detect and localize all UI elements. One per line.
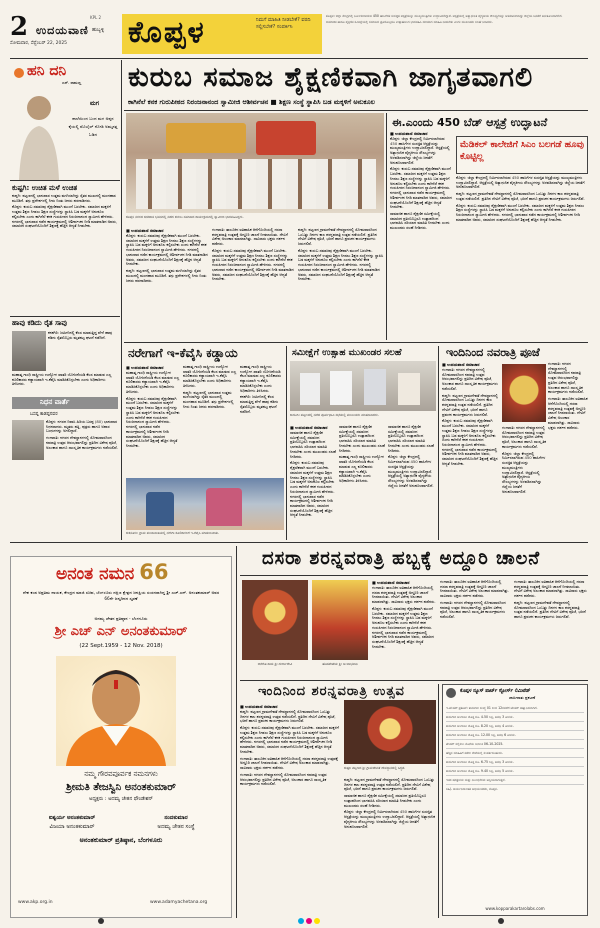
egov-photo-caption: ಕುಕನೂರು: ಗ್ರಾಮ ಪಂಚಾಯಿತಿಯಲ್ಲಿ ನರೇಗಾ ಕೂಲಿಕಾರರಿಗೆ ಇ-ಕೆವೈಸಿ ಮಾಡಲಾಯಿತು. [126, 531, 220, 535]
obit-photo [12, 420, 44, 460]
obit-body: ಕೊಪ್ಪಳ: ನಗರದ ನಿವಾಸಿ ಹಿರಿಯ ಬಸಪ್ಪ (80) ಭಾನುವಾರ ನಿಧನರಾದರು. ಮೃತರು ಪತ್ನಿ, ಪುತ್ರರು ಹಾಗೂ ಅಪಾರ ಬಂಧುಗಳನ್ನು ಅಗಲಿದ್ದಾರೆ. ಗಂಗಾವತಿ: ನಗರದ ದೇವಸ್ಥಾನಗಳಲ್ಲಿ ಸೋಮವಾರದಿಂದ ನವರಾತ್ರಿ ಉತ್ಸವ ಆರಂಭವಾಗಲಿದ್ದು ಪ್ರತಿದಿನ ವಿಶೇಷ ಪೂಜೆ, ಅಲಂಕಾರ ಹಾಗೂ ಸಾಂಸ್ಕೃತಿಕ ಕಾರ್ಯಕ್ರಮಗಳು ನಡೆಯಲಿವೆ. [46, 420, 118, 450]
egov-col-3: ಮಹಾತ್ಮ ಗಾಂಧಿ ರಾಷ್ಟ್ರೀಯ ಉದ್ಯೋಗ ಖಾತರಿ ಯೋಜನೆಯಡಿ ಕೆಲಸ ಮಾಡುವ ಎಲ್ಲ ಕೂಲಿಕಾರರು ಕಡ್ಡಾಯವಾಗಿ ಇ-ಕೆವೈಸಿ ಮಾಡಿಸಿಕೊಳ್ಳಬೇಕು ಎಂದು ಅಧಿಕಾರಿಗಳು ತಿಳಿಸಿದರು. ಕನಕಗಿರಿ: ಜಮೀನಿನಲ್ಲಿ ಕೆಲಸ ಮಾಡುತ್ತಿದ್ದ ವೇಳೆ ಹಾವು ಕಡಿದು ರೈತರೊಬ್ಬರು ಮೃತಪಟ್ಟ ಘಟನೆ ನಡೆದಿದೆ. [240, 365, 282, 414]
classified-item: ಕಾಮಗಾರಿ ಅಂದಾಜು ಮೊತ್ತ ರೂ. 12.00 ಲಕ್ಷ, ಅವಧಿ 6 ತಿಂಗಳು. [446, 731, 584, 740]
classified-item: ಕಾಮಗಾರಿ ಅಂದಾಜು ಮೊತ್ತ ರೂ. 6.75 ಲಕ್ಷ, ಅವಧಿ 3 ತಿಂಗಳು. [446, 758, 584, 767]
egov-col-1: ಮಹಾತ್ಮ ಗಾಂಧಿ ರಾಷ್ಟ್ರೀಯ ಉದ್ಯೋಗ ಖಾತರಿ ಯೋಜನೆಯಡಿ ಕೆಲಸ ಮಾಡುವ ಎಲ್ಲ ಕೂಲಿಕಾರರು ಕಡ್ಡಾಯವಾಗಿ ಇ-ಕೆವೈಸಿ ಮಾಡಿಸಿಕೊಳ್ಳಬೇಕು ಎಂದು ಅಧಿಕಾರಿಗಳು ತಿಳಿಸಿದರು. ಕೊಪ್ಪಳ: ಕುರುಬ ಸಮಾಜವು ಶೈಕ್ಷಣಿಕವಾಗಿ ಮುಂದೆ ಬರಬೇಕು. ಸಮಾಜದ ಮಕ್ಕಳಿಗೆ ಉತ್ತಮ ಶಿಕ್ಷಣ ನೀಡಲು ಶಿಕ್ಷಣ ಸಂಸ್ಥೆಗಳನ್ನು ಸ್ಥಾಪಿಸಿ ಬಡ ಮಕ್ಕಳಿಗೆ ಅನುಕೂಲ ಕಲ್ಪಿಸಬೇಕು ಎಂದು ಕಾಗಿನೆಲೆ ಕನಕ ಗುರುಪೀಠದ ನಿರಂಜನಾನಂದ ಸ್ವಾಮೀಜಿ ಹೇಳಿದರು. ನಗರದಲ್ಲಿ ಭಾನುವಾರ ನಡೆದ ಕಾರ್ಯಕ್ರಮದಲ್ಲಿ ಆಶೀರ್ವಚನ ನೀಡಿ ಮಾತನಾಡಿದ ಅವರು, ಸಮಾಜದ ಸಂಘಟನೆಯೊಂದಿಗೆ ಶಿಕ್ಷಣಕ್ಕೆ ಹೆಚ್ಚಿನ ಆದ್ಯತೆ ನೀಡಬೇಕು. [126, 371, 180, 449]
hospital-subheadline: ಮೆಡಿಕಲ್ ಕಾಲೇಜಿಗೆ ಸಿಎಂ ಬಲಗಡೆ ಹೂವು ಕೊಟ್ಟಿಲ್ಲ [460, 140, 584, 162]
egov-photo [126, 478, 284, 530]
snake-victim-photo [12, 331, 46, 371]
navaratri-headline: ಇಂದಿನಿಂದ ನವರಾತ್ರಿ ಪೂಜೆ [446, 346, 540, 359]
hani-dani-logo [14, 63, 67, 83]
brand-dot-icon [14, 68, 24, 78]
classifieds-list [446, 704, 584, 904]
memorial-title [56, 560, 196, 586]
main-photo-caption: ಕೊಪ್ಪಳ ನಗರದ ಕನಕದಾಸ ಭವನದಲ್ಲಿ ನಡೆದ ಕುರುಬ ಸಮಾಜದ ಕಾರ್ಯಕ್ರಮದಲ್ಲಿ ಸ್ವಾಮೀಜಿ ಭಾಗವಹಿಸಿದ್ದರು. [126, 215, 244, 219]
main-col-3: ಕುಷ್ಟಗಿ: ಪಟ್ಟಣದ ಗ್ರಾಮದೇವತೆ ದೇವಸ್ಥಾನದಲ್ಲಿ ಸೋಮವಾರದಿಂದ ಒಂಬತ್ತು ದಿನಗಳ ಕಾಲ ಶರನ್ನವರಾತ್ರಿ ಉತ್ಸವ ನಡೆಯಲಿದೆ. ಪ್ರತಿದಿನ ದೇವಿಗೆ ವಿಶೇಷ ಪೂಜೆ, ಭಜನೆ ಹಾಗೂ ಪ್ರವಚನ ಕಾರ್ಯಕ್ರಮಗಳು ಜರುಗಲಿವೆ. ಕೊಪ್ಪಳ: ಕುರುಬ ಸಮಾಜವು ಶೈಕ್ಷಣಿಕವಾಗಿ ಮುಂದೆ ಬರಬೇಕು. ಸಮಾಜದ ಮಕ್ಕಳಿಗೆ ಉತ್ತಮ ಶಿಕ್ಷಣ ನೀಡಲು ಶಿಕ್ಷಣ ಸಂಸ್ಥೆಗಳನ್ನು ಸ್ಥಾಪಿಸಿ ಬಡ ಮಕ್ಕಳಿಗೆ ಅನುಕೂಲ ಕಲ್ಪಿಸಬೇಕು ಎಂದು ಕಾಗಿನೆಲೆ ಕನಕ ಗುರುಪೀಠದ ನಿರಂಜನಾನಂದ ಸ್ವಾಮೀಜಿ ಹೇಳಿದರು. ನಗರದಲ್ಲಿ ಭಾನುವಾರ ನಡೆದ ಕಾರ್ಯಕ್ರಮದಲ್ಲಿ ಆಶೀರ್ವಚನ ನೀಡಿ ಮಾತನಾಡಿದ ಅವರು, ಸಮಾಜದ ಸಂಘಟನೆಯೊಂದಿಗೆ ಶಿಕ್ಷಣಕ್ಕೆ ಹೆಚ್ಚಿನ ಆದ್ಯತೆ ನೀಡಬೇಕು. [298, 228, 384, 282]
date-line: ಸೋಮವಾರ, ಸೆಪ್ಟೆಂಬರ್ 22, 2025 [10, 41, 68, 46]
meeting-col-2: ಸಾಮಾಜಿಕ ಹಾಗೂ ಶೈಕ್ಷಣಿಕ ಸಮೀಕ್ಷೆಯಲ್ಲಿ ಸಮಾಜದ ಪ್ರತಿಯೊಬ್ಬರೂ ಉತ್ಸಾಹದಿಂದ ಭಾಗವಹಿಸಿ ಸರಿಯಾದ ಮಾಹಿತಿ ನೀಡಬೇಕು ಎಂದು ಮುಖಂಡರು ಸಲಹೆ ನೀಡಿದರು. ಮಹಾತ್ಮ ಗಾಂಧಿ ರಾಷ್ಟ್ರೀಯ ಉದ್ಯೋಗ ಖಾತರಿ ಯೋಜನೆಯಡಿ ಕೆಲಸ ಮಾಡುವ ಎಲ್ಲ ಕೂಲಿಕಾರರು ಕಡ್ಡಾಯವಾಗಿ ಇ-ಕೆವೈಸಿ ಮಾಡಿಸಿಕೊಳ್ಳಬೇಕು ಎಂದು ಅಧಿಕಾರಿಗಳು ತಿಳಿಸಿದರು. [339, 425, 385, 484]
registration-mark [498, 918, 504, 924]
main-byline: ■ ಉದಯವಾಣಿ ಸಮಾಚಾರ [126, 228, 164, 233]
brief-title: ಕುಷ್ಟಗಿ: ಉಚಿತ ಮಳೆ ಉಚಿತ [12, 184, 78, 192]
page-number: 2 [10, 12, 29, 42]
memorial-number: 66 [139, 560, 169, 584]
top-right-text: ಕೊಪ್ಪಳ: ಜಿಲ್ಲಾ ಕೇಂದ್ರದಲ್ಲಿ ನಿರ್ಮಿಸಲಾಗಿರುವ 450 ಹಾಸಿಗೆಗಳ ಸುಸಜ್ಜಿತ ಆಸ್ಪತ್ರೆಯನ್ನು ಮುಖ್ಯಮಂತ್ರಿಗಳು ಉದ್ಘಾಟಿಸಲಿದ್ದಾರೆ. ಆಸ್ಪತ್ರೆಯಲ್ಲಿ ಅತ್ಯಾಧುನಿಕ ವೈದ್ಯಕೀಯ ಸೌಲಭ್ಯಗಳನ್ನು ಅಳವಡಿಸಲಾಗಿದ್ದು ಜಿಲ್ಲೆಯ ಜನತೆಗೆ ಅನುಕೂಲವಾಗಲಿದೆ. ಸಾಮಾಜಿಕ ಹಾಗೂ ಶೈಕ್ಷಣಿಕ ಸಮೀಕ್ಷೆಯಲ್ಲಿ ಸಮಾಜದ ಪ್ರತಿಯೊಬ್ಬರೂ ಉತ್ಸಾಹದಿಂದ ಭಾಗವಹಿಸಿ ಸರಿಯಾದ ಮಾಹಿತಿ ನೀಡಬೇಕು ಎಂದು ಮುಖಂಡರು ಸಲಹೆ ನೀಡಿದರು. [326, 14, 563, 24]
signatory: ಶ್ರೀಮತಿ ತೇಜಸ್ವಿನಿ ಅನಂತಕುಮಾರ್ [66, 782, 176, 793]
obit-title-text: ನಿಧನ ವಾರ್ತೆ [40, 398, 70, 406]
hospital-col-2: ಕೊಪ್ಪಳ: ಜಿಲ್ಲಾ ಕೇಂದ್ರದಲ್ಲಿ ನಿರ್ಮಿಸಲಾಗಿರುವ 450 ಹಾಸಿಗೆಗಳ ಸುಸಜ್ಜಿತ ಆಸ್ಪತ್ರೆಯನ್ನು ಮುಖ್ಯಮಂತ್ರಿಗಳು ಉದ್ಘಾಟಿಸಲಿದ್ದಾರೆ. ಆಸ್ಪತ್ರೆಯಲ್ಲಿ ಅತ್ಯಾಧುನಿಕ ವೈದ್ಯಕೀಯ ಸೌಲಭ್ಯಗಳನ್ನು ಅಳವಡಿಸಲಾಗಿದ್ದು ಜಿಲ್ಲೆಯ ಜನತೆಗೆ ಅನುಕೂಲವಾಗಲಿದೆ. ಕುಷ್ಟಗಿ: ಪಟ್ಟಣದ ಗ್ರಾಮದೇವತೆ ದೇವಸ್ಥಾನದಲ್ಲಿ ಸೋಮವಾರದಿಂದ ಒಂಬತ್ತು ದಿನಗಳ ಕಾಲ ಶರನ್ನವರಾತ್ರಿ ಉತ್ಸವ ನಡೆಯಲಿದೆ. ಪ್ರತಿದಿನ ದೇವಿಗೆ ವಿಶೇಷ ಪೂಜೆ, ಭಜನೆ ಹಾಗೂ ಪ್ರವಚನ ಕಾರ್ಯಕ್ರಮಗಳು ಜರುಗಲಿವೆ. ಕೊಪ್ಪಳ: ಕುರುಬ ಸಮಾಜವು ಶೈಕ್ಷಣಿಕವಾಗಿ ಮುಂದೆ ಬರಬೇಕು. ಸಮಾಜದ ಮಕ್ಕಳಿಗೆ ಉತ್ತಮ ಶಿಕ್ಷಣ ನೀಡಲು ಶಿಕ್ಷಣ ಸಂಸ್ಥೆಗಳನ್ನು ಸ್ಥಾಪಿಸಿ ಬಡ ಮಕ್ಕಳಿಗೆ ಅನುಕೂಲ ಕಲ್ಪಿಸಬೇಕು ಎಂದು ಕಾಗಿನೆಲೆ ಕನಕ ಗುರುಪೀಠದ ನಿರಂಜನಾನಂದ ಸ್ವಾಮೀಜಿ ಹೇಳಿದರು. ನಗರದಲ್ಲಿ ಭಾನುವಾರ ನಡೆದ ಕಾರ್ಯಕ್ರಮದಲ್ಲಿ ಆಶೀರ್ವಚನ ನೀಡಿ ಮಾತನಾಡಿದ ಅವರು, ಸಮಾಜದ ಸಂಘಟನೆಯೊಂದಿಗೆ ಶಿಕ್ಷಣಕ್ಕೆ ಹೆಚ್ಚಿನ ಆದ್ಯತೆ ನೀಡಬೇಕು. [456, 176, 585, 222]
dasara-col-2: ಗಂಗಾವತಿ: ತಾಲೂಕಿನ ಐತಿಹಾಸಿಕ ಆನೆಗೊಂದಿಯಲ್ಲಿ ದಸರಾ ಶರನ್ನವರಾತ್ರಿ ಉತ್ಸವಕ್ಕೆ ಅದ್ದೂರಿ ಚಾಲನೆ ನೀಡಲಾಯಿತು. ದೇವಿಗೆ ವಿಶೇಷ ಅಲಂಕಾರ ಮಾಡಲಾಗಿತ್ತು. ಸಾವಿರಾರು ಭಕ್ತರು ದರ್ಶನ ಪಡೆದರು. ಗಂಗಾವತಿ: ನಗರದ ದೇವಸ್ಥಾನಗಳಲ್ಲಿ ಸೋಮವಾರದಿಂದ ನವರಾತ್ರಿ ಉತ್ಸವ ಆರಂಭವಾಗಲಿದ್ದು ಪ್ರತಿದಿನ ವಿಶೇಷ ಪೂಜೆ, ಅಲಂಕಾರ ಹಾಗೂ ಸಾಂಸ್ಕೃತಿಕ ಕಾರ್ಯಕ್ರಮಗಳು ನಡೆಯಲಿವೆ. [440, 580, 510, 620]
memorial-intro: ದೇಶ ಕಂಡ ಅಪ್ರತಿಮ ನಾಯಕ, ಕೇಂದ್ರದ ಮಾಜಿ ಸಚಿವ, ಬೆಂಗಳೂರು ದಕ್ಷಿಣ ಕ್ಷೇತ್ರದ ಜನಪ್ರಿಯ ಸಂಸದರಾಗಿದ್ದ ಶ್ರೀ ಎಚ್.ಎನ್. ಅನಂತಕುಮಾರ್ ಅವರ 66ನೇ ಜನ್ಮದಿನದ ಸ್ಮರಣೆ [22, 590, 220, 602]
classifieds-title: ಕೊಪ್ಪಳ ನ್ಯೂಸ್ ಪಾರ್ಟ್ ಸ್ಟೋರ್ಸ್ ಲಿಮಿಟೆಡ್ [460, 689, 531, 694]
classified-item: ಇತರ ಷರತ್ತುಗಳು ಮತ್ತು ನಿಬಂಧನೆಗಳು ಅನ್ವಯವಾಗುತ್ತವೆ. [446, 776, 584, 785]
tribute-line: ನಮ್ಮ ಗೌರವಪೂರ್ವಕ ನಮನಗಳು [84, 770, 158, 778]
classifieds-emblem-icon [446, 688, 456, 698]
paper-name: ಉದಯವಾಣಿ [36, 24, 89, 37]
obit-sub: ಬಸಪ್ಪ ಕಾಡಪ್ಪನವರ [30, 412, 58, 417]
brief-body: ಕುಷ್ಟಗಿ: ಪಟ್ಟಣದಲ್ಲಿ ಭಾನುವಾರ ಉತ್ತಮ ಮಳೆಯಾಗಿದ್ದು ರೈತರ ಮುಖದಲ್ಲಿ ಮಂದಹಾಸ ಮೂಡಿದೆ. ತಗ್ಗು ಪ್ರದೇಶಗಳಲ್ಲಿ ನೀರು ನಿಂತು ಜನರು ಪರದಾಡಿದರು. ಕೊಪ್ಪಳ: ಕುರುಬ ಸಮಾಜವು ಶೈಕ್ಷಣಿಕವಾಗಿ ಮುಂದೆ ಬರಬೇಕು. ಸಮಾಜದ ಮಕ್ಕಳಿಗೆ ಉತ್ತಮ ಶಿಕ್ಷಣ ನೀಡಲು ಶಿಕ್ಷಣ ಸಂಸ್ಥೆಗಳನ್ನು ಸ್ಥಾಪಿಸಿ ಬಡ ಮಕ್ಕಳಿಗೆ ಅನುಕೂಲ ಕಲ್ಪಿಸಬೇಕು ಎಂದು ಕಾಗಿನೆಲೆ ಕನಕ ಗುರುಪೀಠದ ನಿರಂಜನಾನಂದ ಸ್ವಾಮೀಜಿ ಹೇಳಿದರು. ನಗರದಲ್ಲಿ ಭಾನುವಾರ ನಡೆದ ಕಾರ್ಯಕ್ರಮದಲ್ಲಿ ಆಶೀರ್ವಚನ ನೀಡಿ ಮಾತನಾಡಿದ ಅವರು, ಸಮಾಜದ ಸಂಘಟನೆಯೊಂದಿಗೆ ಶಿಕ್ಷಣಕ್ಕೆ ಹೆಚ್ಚಿನ ಆದ್ಯತೆ ನೀಡಬೇಕು. [12, 194, 118, 229]
utsava-col-2: ಕುಷ್ಟಗಿ: ಪಟ್ಟಣದ ಗ್ರಾಮದೇವತೆ ದೇವಸ್ಥಾನದಲ್ಲಿ ಸೋಮವಾರದಿಂದ ಒಂಬತ್ತು ದಿನಗಳ ಕಾಲ ಶರನ್ನವರಾತ್ರಿ ಉತ್ಸವ ನಡೆಯಲಿದೆ. ಪ್ರತಿದಿನ ದೇವಿಗೆ ವಿಶೇಷ ಪೂಜೆ, ಭಜನೆ ಹಾಗೂ ಪ್ರವಚನ ಕಾರ್ಯಕ್ರಮಗಳು ಜರುಗಲಿವೆ. ಸಾಮಾಜಿಕ ಹಾಗೂ ಶೈಕ್ಷಣಿಕ ಸಮೀಕ್ಷೆಯಲ್ಲಿ ಸಮಾಜದ ಪ್ರತಿಯೊಬ್ಬರೂ ಉತ್ಸಾಹದಿಂದ ಭಾಗವಹಿಸಿ ಸರಿಯಾದ ಮಾಹಿತಿ ನೀಡಬೇಕು ಎಂದು ಮುಖಂಡರು ಸಲಹೆ ನೀಡಿದರು. ಕೊಪ್ಪಳ: ಜಿಲ್ಲಾ ಕೇಂದ್ರದಲ್ಲಿ ನಿರ್ಮಿಸಲಾಗಿರುವ 450 ಹಾಸಿಗೆಗಳ ಸುಸಜ್ಜಿತ ಆಸ್ಪತ್ರೆಯನ್ನು ಮುಖ್ಯಮಂತ್ರಿಗಳು ಉದ್ಘಾಟಿಸಲಿದ್ದಾರೆ. ಆಸ್ಪತ್ರೆಯಲ್ಲಿ ಅತ್ಯಾಧುನಿಕ ವೈದ್ಯಕೀಯ ಸೌಲಭ್ಯಗಳನ್ನು ಅಳವಡಿಸಲಾಗಿದ್ದು ಜಿಲ್ಲೆಯ ಜನತೆಗೆ ಅನುಕೂಲವಾಗಲಿದೆ. [344, 778, 435, 829]
dasara-col-1: ಗಂಗಾವತಿ: ತಾಲೂಕಿನ ಐತಿಹಾಸಿಕ ಆನೆಗೊಂದಿಯಲ್ಲಿ ದಸರಾ ಶರನ್ನವರಾತ್ರಿ ಉತ್ಸವಕ್ಕೆ ಅದ್ದೂರಿ ಚಾಲನೆ ನೀಡಲಾಯಿತು. ದೇವಿಗೆ ವಿಶೇಷ ಅಲಂಕಾರ ಮಾಡಲಾಗಿತ್ತು. ಸಾವಿರಾರು ಭಕ್ತರು ದರ್ಶನ ಪಡೆದರು. ಕೊಪ್ಪಳ: ಕುರುಬ ಸಮಾಜವು ಶೈಕ್ಷಣಿಕವಾಗಿ ಮುಂದೆ ಬರಬೇಕು. ಸಮಾಜದ ಮಕ್ಕಳಿಗೆ ಉತ್ತಮ ಶಿಕ್ಷಣ ನೀಡಲು ಶಿಕ್ಷಣ ಸಂಸ್ಥೆಗಳನ್ನು ಸ್ಥಾಪಿಸಿ ಬಡ ಮಕ್ಕಳಿಗೆ ಅನುಕೂಲ ಕಲ್ಪಿಸಬೇಕು ಎಂದು ಕಾಗಿನೆಲೆ ಕನಕ ಗುರುಪೀಠದ ನಿರಂಜನಾನಂದ ಸ್ವಾಮೀಜಿ ಹೇಳಿದರು. ನಗರದಲ್ಲಿ ಭಾನುವಾರ ನಡೆದ ಕಾರ್ಯಕ್ರಮದಲ್ಲಿ ಆಶೀರ್ವಚನ ನೀಡಿ ಮಾತನಾಡಿದ ಅವರು, ಸಮಾಜದ ಸಂಘಟನೆಯೊಂದಿಗೆ ಶಿಕ್ಷಣಕ್ಕೆ ಹೆಚ್ಚಿನ ಆದ್ಯತೆ ನೀಡಬೇಕು. [372, 586, 436, 649]
classified-item: ಇ-ಟೆಂಡರ್ ಪ್ರಕಟಣೆ: ಕಾಮಗಾರಿ ಸಂಖ್ಯೆ 01 ರಿಂದ 12ರವರೆಗೆ ಟೆಂಡರ್ ಆಹ್ವಾನಿಸಲಾಗಿದೆ. [446, 704, 584, 713]
egov-byline: ■ ಉದಯವಾಣಿ ಸಮಾಚಾರ [126, 365, 164, 370]
left-role: ವಿಜಯಾ ಅನಂತಕುಮಾರ್ [49, 824, 95, 830]
utsava-headline: ಇಂದಿನಿಂದ ಶರನ್ನವರಾತ್ರಿ ಉತ್ಸವ [258, 684, 405, 699]
hospital-headline: ಈ.ಎಂಂದು 450 ಬೆಡ್ ಆಸ್ಪತ್ರೆ ಉದ್ಘಾಟನೆ [392, 116, 548, 129]
main-col-2: ಗಂಗಾವತಿ: ತಾಲೂಕಿನ ಐತಿಹಾಸಿಕ ಆನೆಗೊಂದಿಯಲ್ಲಿ ದಸರಾ ಶರನ್ನವರಾತ್ರಿ ಉತ್ಸವಕ್ಕೆ ಅದ್ದೂರಿ ಚಾಲನೆ ನೀಡಲಾಯಿತು. ದೇವಿಗೆ ವಿಶೇಷ ಅಲಂಕಾರ ಮಾಡಲಾಗಿತ್ತು. ಸಾವಿರಾರು ಭಕ್ತರು ದರ್ಶನ ಪಡೆದರು. ಕೊಪ್ಪಳ: ಕುರುಬ ಸಮಾಜವು ಶೈಕ್ಷಣಿಕವಾಗಿ ಮುಂದೆ ಬರಬೇಕು. ಸಮಾಜದ ಮಕ್ಕಳಿಗೆ ಉತ್ತಮ ಶಿಕ್ಷಣ ನೀಡಲು ಶಿಕ್ಷಣ ಸಂಸ್ಥೆಗಳನ್ನು ಸ್ಥಾಪಿಸಿ ಬಡ ಮಕ್ಕಳಿಗೆ ಅನುಕೂಲ ಕಲ್ಪಿಸಬೇಕು ಎಂದು ಕಾಗಿನೆಲೆ ಕನಕ ಗುರುಪೀಠದ ನಿರಂಜನಾನಂದ ಸ್ವಾಮೀಜಿ ಹೇಳಿದರು. ನಗರದಲ್ಲಿ ಭಾನುವಾರ ನಡೆದ ಕಾರ್ಯಕ್ರಮದಲ್ಲಿ ಆಶೀರ್ವಚನ ನೀಡಿ ಮಾತನಾಡಿದ ಅವರು, ಸಮಾಜದ ಸಂಘಟನೆಯೊಂದಿಗೆ ಶಿಕ್ಷಣಕ್ಕೆ ಹೆಚ್ಚಿನ ಆದ್ಯತೆ ನೀಡಬೇಕು. [212, 228, 294, 282]
dasara-photo-left [242, 580, 308, 660]
navaratri-col-2: ಗಂಗಾವತಿ: ನಗರದ ದೇವಸ್ಥಾನಗಳಲ್ಲಿ ಸೋಮವಾರದಿಂದ ನವರಾತ್ರಿ ಉತ್ಸವ ಆರಂಭವಾಗಲಿದ್ದು ಪ್ರತಿದಿನ ವಿಶೇಷ ಪೂಜೆ, ಅಲಂಕಾರ ಹಾಗೂ ಸಾಂಸ್ಕೃತಿಕ ಕಾರ್ಯಕ್ರಮಗಳು ನಡೆಯಲಿವೆ. ಗಂಗಾವತಿ: ತಾಲೂಕಿನ ಐತಿಹಾಸಿಕ ಆನೆಗೊಂದಿಯಲ್ಲಿ ದಸರಾ ಶರನ್ನವರಾತ್ರಿ ಉತ್ಸವಕ್ಕೆ ಅದ್ದೂರಿ ಚಾಲನೆ ನೀಡಲಾಯಿತು. ದೇವಿಗೆ ವಿಶೇಷ ಅಲಂಕಾರ ಮಾಡಲಾಗಿತ್ತು. ಸಾವಿರಾರು ಭಕ್ತರು ದರ್ಶನ ಪಡೆದರು. [548, 362, 588, 430]
navaratri-col-3: ಗಂಗಾವತಿ: ನಗರದ ದೇವಸ್ಥಾನಗಳಲ್ಲಿ ಸೋಮವಾರದಿಂದ ನವರಾತ್ರಿ ಉತ್ಸವ ಆರಂಭವಾಗಲಿದ್ದು ಪ್ರತಿದಿನ ವಿಶೇಷ ಪೂಜೆ, ಅಲಂಕಾರ ಹಾಗೂ ಸಾಂಸ್ಕೃತಿಕ ಕಾರ್ಯಕ್ರಮಗಳು ನಡೆಯಲಿವೆ. ಕೊಪ್ಪಳ: ಜಿಲ್ಲಾ ಕೇಂದ್ರದಲ್ಲಿ ನಿರ್ಮಿಸಲಾಗಿರುವ 450 ಹಾಸಿಗೆಗಳ ಸುಸಜ್ಜಿತ ಆಸ್ಪತ್ರೆಯನ್ನು ಮುಖ್ಯಮಂತ್ರಿಗಳು ಉದ್ಘಾಟಿಸಲಿದ್ದಾರೆ. ಆಸ್ಪತ್ರೆಯಲ್ಲಿ ಅತ್ಯಾಧುನಿಕ ವೈದ್ಯಕೀಯ ಸೌಲಭ್ಯಗಳನ್ನು ಅಳವಡಿಸಲಾಗಿದ್ದು ಜಿಲ್ಲೆಯ ಜನತೆಗೆ ಅನುಕೂಲವಾಗಲಿದೆ. [502, 426, 546, 494]
classified-item: ಟೆಂಡರ್ ಸಲ್ಲಿಸಲು ಕೊನೆಯ ದಿನಾಂಕ 06-10-2025. [446, 740, 584, 749]
poem: ಶಾಲೆಯಿಂದ ಬಂದ ಮಗ ಅಪ್ಪನ ಕೈಯಲ್ಲಿ ಮೊಬೈಲ್ ನೋಡಿ ಅಮ್ಮನತ್ತ ಓಡಿದ [68, 116, 118, 137]
main-subheadline: ಕಾಗಿನೆಲೆ ಕನಕ ಗುರುಪೀಠದ ನಿರಂಜನಾನಂದ ಸ್ವಾಮೀಜಿ ಆಶೀರ್ವಚನ ■ ಶಿಕ್ಷಣ ಸಂಸ್ಥೆ ಸ್ಥಾಪಿಸಿ ಬಡ ಮಕ್ಕಳಿಗೆ ಅನುಕೂಲ [128, 98, 375, 106]
goddess-photo [502, 364, 546, 422]
dasara-col-3: ಗಂಗಾವತಿ: ತಾಲೂಕಿನ ಐತಿಹಾಸಿಕ ಆನೆಗೊಂದಿಯಲ್ಲಿ ದಸರಾ ಶರನ್ನವರಾತ್ರಿ ಉತ್ಸವಕ್ಕೆ ಅದ್ದೂರಿ ಚಾಲನೆ ನೀಡಲಾಯಿತು. ದೇವಿಗೆ ವಿಶೇಷ ಅಲಂಕಾರ ಮಾಡಲಾಗಿತ್ತು. ಸಾವಿರಾರು ಭಕ್ತರು ದರ್ಶನ ಪಡೆದರು. ಕುಷ್ಟಗಿ: ಪಟ್ಟಣದ ಗ್ರಾಮದೇವತೆ ದೇವಸ್ಥಾನದಲ್ಲಿ ಸೋಮವಾರದಿಂದ ಒಂಬತ್ತು ದಿನಗಳ ಕಾಲ ಶರನ್ನವರಾತ್ರಿ ಉತ್ಸವ ನಡೆಯಲಿದೆ. ಪ್ರತಿದಿನ ದೇವಿಗೆ ವಿಶೇಷ ಪೂಜೆ, ಭಜನೆ ಹಾಗೂ ಪ್ರವಚನ ಕಾರ್ಯಕ್ರಮಗಳು ಜರುಗಲಿವೆ. [514, 580, 587, 620]
utsava-photo [344, 700, 436, 764]
classified-item: ಕಾಮಗಾರಿ ಅಂದಾಜು ಮೊತ್ತ ರೂ. 8.20 ಲಕ್ಷ, ಅವಧಿ 4 ತಿಂಗಳು. [446, 722, 584, 731]
classified-item: ಹೆಚ್ಚಿನ ಮಾಹಿತಿಗೆ ಕಚೇರಿ ವೇಳೆಯಲ್ಲಿ ಸಂಪರ್ಕಿಸಬಹುದು. [446, 749, 584, 758]
main-headline: ಕುರುಬ ಸಮಾಜ ಶೈಕ್ಷಣಿಕವಾಗಿ ಜಾಗೃತವಾಗಲಿ [128, 62, 534, 93]
classified-item: ಕಾಮಗಾರಿ ಅಂದಾಜು ಮೊತ್ತ ರೂ. 4.50 ಲಕ್ಷ, ಅವಧಿ 3 ತಿಂಗಳು. [446, 713, 584, 722]
snake-title: ಹಾವು ಕಡಿದು ರೈತ ಸಾವು [12, 319, 67, 327]
dasara-headline: ದಸರಾ ಶರನ್ನವರಾತ್ರಿ ಹಬ್ಬಕ್ಕೆ ಅದ್ದೂರಿ ಚಾಲನೆ [262, 548, 541, 569]
navaratri-col-1: ಗಂಗಾವತಿ: ನಗರದ ದೇವಸ್ಥಾನಗಳಲ್ಲಿ ಸೋಮವಾರದಿಂದ ನವರಾತ್ರಿ ಉತ್ಸವ ಆರಂಭವಾಗಲಿದ್ದು ಪ್ರತಿದಿನ ವಿಶೇಷ ಪೂಜೆ, ಅಲಂಕಾರ ಹಾಗೂ ಸಾಂಸ್ಕೃತಿಕ ಕಾರ್ಯಕ್ರಮಗಳು ನಡೆಯಲಿವೆ. ಕುಷ್ಟಗಿ: ಪಟ್ಟಣದ ಗ್ರಾಮದೇವತೆ ದೇವಸ್ಥಾನದಲ್ಲಿ ಸೋಮವಾರದಿಂದ ಒಂಬತ್ತು ದಿನಗಳ ಕಾಲ ಶರನ್ನವರಾತ್ರಿ ಉತ್ಸವ ನಡೆಯಲಿದೆ. ಪ್ರತಿದಿನ ದೇವಿಗೆ ವಿಶೇಷ ಪೂಜೆ, ಭಜನೆ ಹಾಗೂ ಪ್ರವಚನ ಕಾರ್ಯಕ್ರಮಗಳು ಜರುಗಲಿವೆ. ಕೊಪ್ಪಳ: ಕುರುಬ ಸಮಾಜವು ಶೈಕ್ಷಣಿಕವಾಗಿ ಮುಂದೆ ಬರಬೇಕು. ಸಮಾಜದ ಮಕ್ಕಳಿಗೆ ಉತ್ತಮ ಶಿಕ್ಷಣ ನೀಡಲು ಶಿಕ್ಷಣ ಸಂಸ್ಥೆಗಳನ್ನು ಸ್ಥಾಪಿಸಿ ಬಡ ಮಕ್ಕಳಿಗೆ ಅನುಕೂಲ ಕಲ್ಪಿಸಬೇಕು ಎಂದು ಕಾಗಿನೆಲೆ ಕನಕ ಗುರುಪೀಠದ ನಿರಂಜನಾನಂದ ಸ್ವಾಮೀಜಿ ಹೇಳಿದರು. ನಗರದಲ್ಲಿ ಭಾನುವಾರ ನಡೆದ ಕಾರ್ಯಕ್ರಮದಲ್ಲಿ ಆಶೀರ್ವಚನ ನೀಡಿ ಮಾತನಾಡಿದ ಅವರು, ಸಮಾಜದ ಸಂಘಟನೆಯೊಂದಿಗೆ ಶಿಕ್ಷಣಕ್ಕೆ ಹೆಚ್ಚಿನ ಆದ್ಯತೆ ನೀಡಬೇಕು. [442, 368, 498, 466]
hospital-byline: ■ ಉದಯವಾಣಿ ಸಮಾಚಾರ [390, 131, 428, 136]
portrait [56, 656, 176, 766]
meeting-photo-caption: ಕಾರಟಗಿ: ಪಟ್ಟಣದಲ್ಲಿ ನಡೆದ ಪೂರ್ವಭಾವಿ ಸಭೆಯಲ್ಲಿ ಮುಖಂಡರು ಮಾತನಾಡಿದರು. [290, 413, 379, 417]
memorial-name: ಶ್ರೀ ಎಚ್ ಎನ್ ಅನಂತಕುಮಾರ್ [54, 624, 188, 639]
classifieds-footer[interactable]: www.kopparakartarolabs.com [485, 906, 545, 911]
dasara-byline: ■ ಉದಯವಾಣಿ ಸಮಾಚಾರ [372, 580, 410, 585]
classified-item: ಸಹಿ/- ಕಾರ್ಯನಿರ್ವಾಹಕ ಅಭಿಯಂತರರು, ಕೊಪ್ಪಳ. [446, 787, 498, 791]
poem-title: ಮಗ [90, 100, 99, 107]
utsava-col-1: ಕುಷ್ಟಗಿ: ಪಟ್ಟಣದ ಗ್ರಾಮದೇವತೆ ದೇವಸ್ಥಾನದಲ್ಲಿ ಸೋಮವಾರದಿಂದ ಒಂಬತ್ತು ದಿನಗಳ ಕಾಲ ಶರನ್ನವರಾತ್ರಿ ಉತ್ಸವ ನಡೆಯಲಿದೆ. ಪ್ರತಿದಿನ ದೇವಿಗೆ ವಿಶೇಷ ಪೂಜೆ, ಭಜನೆ ಹಾಗೂ ಪ್ರವಚನ ಕಾರ್ಯಕ್ರಮಗಳು ಜರುಗಲಿವೆ. ಕೊಪ್ಪಳ: ಕುರುಬ ಸಮಾಜವು ಶೈಕ್ಷಣಿಕವಾಗಿ ಮುಂದೆ ಬರಬೇಕು. ಸಮಾಜದ ಮಕ್ಕಳಿಗೆ ಉತ್ತಮ ಶಿಕ್ಷಣ ನೀಡಲು ಶಿಕ್ಷಣ ಸಂಸ್ಥೆಗಳನ್ನು ಸ್ಥಾಪಿಸಿ ಬಡ ಮಕ್ಕಳಿಗೆ ಅನುಕೂಲ ಕಲ್ಪಿಸಬೇಕು ಎಂದು ಕಾಗಿನೆಲೆ ಕನಕ ಗುರುಪೀಠದ ನಿರಂಜನಾನಂದ ಸ್ವಾಮೀಜಿ ಹೇಳಿದರು. ನಗರದಲ್ಲಿ ಭಾನುವಾರ ನಡೆದ ಕಾರ್ಯಕ್ರಮದಲ್ಲಿ ಆಶೀರ್ವಚನ ನೀಡಿ ಮಾತನಾಡಿದ ಅವರು, ಸಮಾಜದ ಸಂಘಟನೆಯೊಂದಿಗೆ ಶಿಕ್ಷಣಕ್ಕೆ ಹೆಚ್ಚಿನ ಆದ್ಯತೆ ನೀಡಬೇಕು. ಗಂಗಾವತಿ: ತಾಲೂಕಿನ ಐತಿಹಾಸಿಕ ಆನೆಗೊಂದಿಯಲ್ಲಿ ದಸರಾ ಶರನ್ನವರಾತ್ರಿ ಉತ್ಸವಕ್ಕೆ ಅದ್ದೂರಿ ಚಾಲನೆ ನೀಡಲಾಯಿತು. ದೇವಿಗೆ ವಿಶೇಷ ಅಲಂಕಾರ ಮಾಡಲಾಗಿತ್ತು. ಸಾವಿರಾರು ಭಕ್ತರು ದರ್ಶನ ಪಡೆದರು. ಗಂಗಾವತಿ: ನಗರದ ದೇವಸ್ಥಾನಗಳಲ್ಲಿ ಸೋಮವಾರದಿಂದ ನವರಾತ್ರಿ ಉತ್ಸವ ಆರಂಭವಾಗಲಿದ್ದು ಪ್ರತಿದಿನ ವಿಶೇಷ ಪೂಜೆ, ಅಲಂಕಾರ ಹಾಗೂ ಸಾಂಸ್ಕೃತಿಕ ಕಾರ್ಯಕ್ರಮಗಳು ನಡೆಯಲಿವೆ. [240, 710, 339, 787]
navaratri-byline: ■ ಉದಯವಾಣಿ ಸಮಾಚಾರ [442, 362, 480, 367]
classifieds-subtitle: ಜಾಹೀರಾತು ಪ್ರಕಟಣೆ [508, 695, 536, 700]
section-title: ಕೊಪ್ಪಳ [128, 15, 206, 50]
dasara-photo-right [312, 580, 368, 660]
main-event-photo [126, 113, 384, 213]
left-name: ಐಶ್ವರ್ಯ ಅನಂತಕುಮಾರ್ [48, 815, 96, 821]
snake-body-cont: ಮಹಾತ್ಮ ಗಾಂಧಿ ರಾಷ್ಟ್ರೀಯ ಉದ್ಯೋಗ ಖಾತರಿ ಯೋಜನೆಯಡಿ ಕೆಲಸ ಮಾಡುವ ಎಲ್ಲ ಕೂಲಿಕಾರರು ಕಡ್ಡಾಯವಾಗಿ ಇ-ಕೆವೈಸಿ ಮಾಡಿಸಿಕೊಳ್ಳಬೇಕು ಎಂದು ಅಧಿಕಾರಿಗಳು ತಿಳಿಸಿದರು. [12, 373, 112, 387]
registration-mark [314, 918, 320, 924]
snake-body: ಕನಕಗಿರಿ: ಜಮೀನಿನಲ್ಲಿ ಕೆಲಸ ಮಾಡುತ್ತಿದ್ದ ವೇಳೆ ಹಾವು ಕಡಿದು ರೈತರೊಬ್ಬರು ಮೃತಪಟ್ಟ ಘಟನೆ ನಡೆದಿದೆ. [48, 331, 113, 340]
hospital-col-1: ಕೊಪ್ಪಳ: ಜಿಲ್ಲಾ ಕೇಂದ್ರದಲ್ಲಿ ನಿರ್ಮಿಸಲಾಗಿರುವ 450 ಹಾಸಿಗೆಗಳ ಸುಸಜ್ಜಿತ ಆಸ್ಪತ್ರೆಯನ್ನು ಮುಖ್ಯಮಂತ್ರಿಗಳು ಉದ್ಘಾಟಿಸಲಿದ್ದಾರೆ. ಆಸ್ಪತ್ರೆಯಲ್ಲಿ ಅತ್ಯಾಧುನಿಕ ವೈದ್ಯಕೀಯ ಸೌಲಭ್ಯಗಳನ್ನು ಅಳವಡಿಸಲಾಗಿದ್ದು ಜಿಲ್ಲೆಯ ಜನತೆಗೆ ಅನುಕೂಲವಾಗಲಿದೆ. ಕೊಪ್ಪಳ: ಕುರುಬ ಸಮಾಜವು ಶೈಕ್ಷಣಿಕವಾಗಿ ಮುಂದೆ ಬರಬೇಕು. ಸಮಾಜದ ಮಕ್ಕಳಿಗೆ ಉತ್ತಮ ಶಿಕ್ಷಣ ನೀಡಲು ಶಿಕ್ಷಣ ಸಂಸ್ಥೆಗಳನ್ನು ಸ್ಥಾಪಿಸಿ ಬಡ ಮಕ್ಕಳಿಗೆ ಅನುಕೂಲ ಕಲ್ಪಿಸಬೇಕು ಎಂದು ಕಾಗಿನೆಲೆ ಕನಕ ಗುರುಪೀಠದ ನಿರಂಜನಾನಂದ ಸ್ವಾಮೀಜಿ ಹೇಳಿದರು. ನಗರದಲ್ಲಿ ಭಾನುವಾರ ನಡೆದ ಕಾರ್ಯಕ್ರಮದಲ್ಲಿ ಆಶೀರ್ವಚನ ನೀಡಿ ಮಾತನಾಡಿದ ಅವರು, ಸಮಾಜದ ಸಂಘಟನೆಯೊಂದಿಗೆ ಶಿಕ್ಷಣಕ್ಕೆ ಹೆಚ್ಚಿನ ಆದ್ಯತೆ ನೀಡಬೇಕು. ಸಾಮಾಜಿಕ ಹಾಗೂ ಶೈಕ್ಷಣಿಕ ಸಮೀಕ್ಷೆಯಲ್ಲಿ ಸಮಾಜದ ಪ್ರತಿಯೊಬ್ಬರೂ ಉತ್ಸಾಹದಿಂದ ಭಾಗವಹಿಸಿ ಸರಿಯಾದ ಮಾಹಿತಿ ನೀಡಬೇಕು ಎಂದು ಮುಖಂಡರು ಸಲಹೆ ನೀಡಿದರು. [390, 137, 452, 231]
egov-headline: ನರೇಗಾಗೆ ಇ-ಕೆವೈಸಿ ಕಡ್ಡಾಯ [128, 346, 238, 360]
utsava-byline: ■ ಉದಯವಾಣಿ ಸಮಾಚಾರ [240, 704, 278, 709]
classified-item: ಕಾಮಗಾರಿ ಅಂದಾಜು ಮೊತ್ತ ರೂ. 9.40 ಲಕ್ಷ, ಅವಧಿ 5 ತಿಂಗಳು. [446, 767, 584, 776]
edition: ಹುಬ್ಬಳ್ಳಿ [92, 27, 105, 33]
meeting-photo [290, 361, 436, 411]
foundation: ಅನಂತಕುಮಾರ್ ಪ್ರತಿಷ್ಠಾನ, ಬೆಂಗಳೂರು [79, 836, 163, 844]
brand-sub: ಎಸ್. ರಾಮಣ್ಣ [62, 80, 82, 85]
main-col-1: ಕೊಪ್ಪಳ: ಕುರುಬ ಸಮಾಜವು ಶೈಕ್ಷಣಿಕವಾಗಿ ಮುಂದೆ ಬರಬೇಕು. ಸಮಾಜದ ಮಕ್ಕಳಿಗೆ ಉತ್ತಮ ಶಿಕ್ಷಣ ನೀಡಲು ಶಿಕ್ಷಣ ಸಂಸ್ಥೆಗಳನ್ನು ಸ್ಥಾಪಿಸಿ ಬಡ ಮಕ್ಕಳಿಗೆ ಅನುಕೂಲ ಕಲ್ಪಿಸಬೇಕು ಎಂದು ಕಾಗಿನೆಲೆ ಕನಕ ಗುರುಪೀಠದ ನಿರಂಜನಾನಂದ ಸ್ವಾಮೀಜಿ ಹೇಳಿದರು. ನಗರದಲ್ಲಿ ಭಾನುವಾರ ನಡೆದ ಕಾರ್ಯಕ್ರಮದಲ್ಲಿ ಆಶೀರ್ವಚನ ನೀಡಿ ಮಾತನಾಡಿದ ಅವರು, ಸಮಾಜದ ಸಂಘಟನೆಯೊಂದಿಗೆ ಶಿಕ್ಷಣಕ್ಕೆ ಹೆಚ್ಚಿನ ಆದ್ಯತೆ ನೀಡಬೇಕು. ಕುಷ್ಟಗಿ: ಪಟ್ಟಣದಲ್ಲಿ ಭಾನುವಾರ ಉತ್ತಮ ಮಳೆಯಾಗಿದ್ದು ರೈತರ ಮುಖದಲ್ಲಿ ಮಂದಹಾಸ ಮೂಡಿದೆ. ತಗ್ಗು ಪ್ರದೇಶಗಳಲ್ಲಿ ನೀರು ನಿಂತು ಜನರು ಪರದಾಡಿದರು. [126, 234, 208, 283]
memorial-org-line: ಅದಮ್ಯ ಚೇತನ ಪ್ರತಿಷ್ಠಾನ - ಬೆಂಗಳೂರು [94, 616, 148, 621]
meeting-headline: ಸಮೀಕ್ಷೆಗೆ ಉತ್ಸಾಹ ಮುಖಂಡರ ಸಲಹೆ [292, 348, 402, 358]
url-left[interactable]: www.akp.org.in [18, 900, 53, 905]
section-tagline: ನಿಮಗೆ ಮಾಹಿತಿ ನೀಡಬೇಕೆ? ವರದಿ ಸಲ್ಲಿಸಬೇಕೆ? ಸಂಪರ್ಕಿಸಿ [256, 17, 311, 31]
right-role: ಅದಮ್ಯ ಚೇತನ ಸಂಸ್ಥೆ [157, 824, 195, 830]
utsava-photo-caption: ಕುಷ್ಟಗಿ ಪಟ್ಟಣದ ಶ್ರೀ ಗ್ರಾಮದೇವತೆ ದೇವಸ್ಥಾನದಲ್ಲಿ ಸಿದ್ಧತೆ. [344, 766, 406, 770]
memorial-dates: (22 Sept.1959 - 12 Nov. 2018) [79, 643, 163, 649]
dasara-caption-left: ಆನೆಗೊಂದಿಯ ಶ್ರೀ ದುರ್ಗಾದೇವಿ [257, 662, 293, 666]
memorial-title-text: ಅನಂತ ನಮನ [56, 564, 135, 584]
kpl-tag: KPL 2 [90, 15, 102, 20]
registration-mark [306, 918, 312, 924]
registration-mark [98, 918, 104, 924]
dasara-caption-right: ಹೊಸಪೇಟೆಯ ಶ್ರೀ ಅಂಬಾಭವಾನಿ [322, 662, 358, 666]
poet-illustration [14, 90, 64, 180]
right-name: ನಂದಕುಮಾರ [164, 815, 188, 821]
meeting-col-1: ಸಾಮಾಜಿಕ ಹಾಗೂ ಶೈಕ್ಷಣಿಕ ಸಮೀಕ್ಷೆಯಲ್ಲಿ ಸಮಾಜದ ಪ್ರತಿಯೊಬ್ಬರೂ ಉತ್ಸಾಹದಿಂದ ಭಾಗವಹಿಸಿ ಸರಿಯಾದ ಮಾಹಿತಿ ನೀಡಬೇಕು ಎಂದು ಮುಖಂಡರು ಸಲಹೆ ನೀಡಿದರು. ಕೊಪ್ಪಳ: ಕುರುಬ ಸಮಾಜವು ಶೈಕ್ಷಣಿಕವಾಗಿ ಮುಂದೆ ಬರಬೇಕು. ಸಮಾಜದ ಮಕ್ಕಳಿಗೆ ಉತ್ತಮ ಶಿಕ್ಷಣ ನೀಡಲು ಶಿಕ್ಷಣ ಸಂಸ್ಥೆಗಳನ್ನು ಸ್ಥಾಪಿಸಿ ಬಡ ಮಕ್ಕಳಿಗೆ ಅನುಕೂಲ ಕಲ್ಪಿಸಬೇಕು ಎಂದು ಕಾಗಿನೆಲೆ ಕನಕ ಗುರುಪೀಠದ ನಿರಂಜನಾನಂದ ಸ್ವಾಮೀಜಿ ಹೇಳಿದರು. ನಗರದಲ್ಲಿ ಭಾನುವಾರ ನಡೆದ ಕಾರ್ಯಕ್ರಮದಲ್ಲಿ ಆಶೀರ್ವಚನ ನೀಡಿ ಮಾತನಾಡಿದ ಅವರು, ಸಮಾಜದ ಸಂಘಟನೆಯೊಂದಿಗೆ ಶಿಕ್ಷಣಕ್ಕೆ ಹೆಚ್ಚಿನ ಆದ್ಯತೆ ನೀಡಬೇಕು. [290, 431, 336, 518]
meeting-byline: ■ ಉದಯವಾಣಿ ಸಮಾಚಾರ [290, 425, 328, 430]
meeting-col-3: ಸಾಮಾಜಿಕ ಹಾಗೂ ಶೈಕ್ಷಣಿಕ ಸಮೀಕ್ಷೆಯಲ್ಲಿ ಸಮಾಜದ ಪ್ರತಿಯೊಬ್ಬರೂ ಉತ್ಸಾಹದಿಂದ ಭಾಗವಹಿಸಿ ಸರಿಯಾದ ಮಾಹಿತಿ ನೀಡಬೇಕು ಎಂದು ಮುಖಂಡರು ಸಲಹೆ ನೀಡಿದರು. ಕೊಪ್ಪಳ: ಜಿಲ್ಲಾ ಕೇಂದ್ರದಲ್ಲಿ ನಿರ್ಮಿಸಲಾಗಿರುವ 450 ಹಾಸಿಗೆಗಳ ಸುಸಜ್ಜಿತ ಆಸ್ಪತ್ರೆಯನ್ನು ಮುಖ್ಯಮಂತ್ರಿಗಳು ಉದ್ಘಾಟಿಸಲಿದ್ದಾರೆ. ಆಸ್ಪತ್ರೆಯಲ್ಲಿ ಅತ್ಯಾಧುನಿಕ ವೈದ್ಯಕೀಯ ಸೌಲಭ್ಯಗಳನ್ನು ಅಳವಡಿಸಲಾಗಿದ್ದು ಜಿಲ್ಲೆಯ ಜನತೆಗೆ ಅನುಕೂಲವಾಗಲಿದೆ. [388, 425, 434, 488]
signatory-role: ಅಧ್ಯಕ್ಷರು : ಅದಮ್ಯ ಚೇತನ ಫೌಂಡೇಶನ್ [89, 796, 153, 802]
url-right[interactable]: www.adamyachetana.org [150, 900, 208, 905]
egov-col-2: ಮಹಾತ್ಮ ಗಾಂಧಿ ರಾಷ್ಟ್ರೀಯ ಉದ್ಯೋಗ ಖಾತರಿ ಯೋಜನೆಯಡಿ ಕೆಲಸ ಮಾಡುವ ಎಲ್ಲ ಕೂಲಿಕಾರರು ಕಡ್ಡಾಯವಾಗಿ ಇ-ಕೆವೈಸಿ ಮಾಡಿಸಿಕೊಳ್ಳಬೇಕು ಎಂದು ಅಧಿಕಾರಿಗಳು ತಿಳಿಸಿದರು. ಕುಷ್ಟಗಿ: ಪಟ್ಟಣದಲ್ಲಿ ಭಾನುವಾರ ಉತ್ತಮ ಮಳೆಯಾಗಿದ್ದು ರೈತರ ಮುಖದಲ್ಲಿ ಮಂದಹಾಸ ಮೂಡಿದೆ. ತಗ್ಗು ಪ್ರದೇಶಗಳಲ್ಲಿ ನೀರು ನಿಂತು ಜನರು ಪರದಾಡಿದರು. [183, 365, 237, 409]
brand-name: ಹನಿ ದನಿ [27, 63, 67, 79]
registration-mark [298, 918, 304, 924]
